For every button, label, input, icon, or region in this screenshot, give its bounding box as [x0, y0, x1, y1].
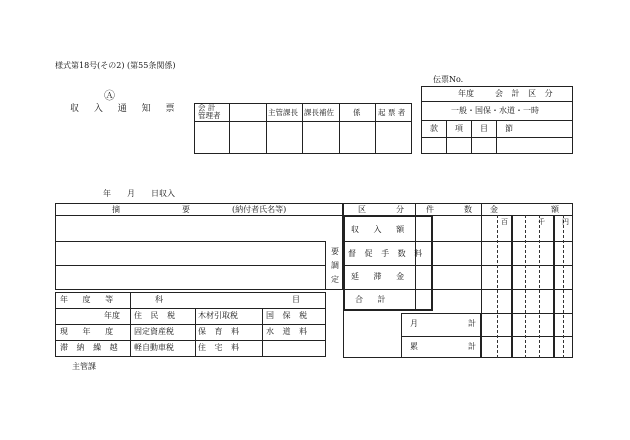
account-kubun-value: 一般・国保・水道・一時: [451, 106, 539, 115]
count-char2: 数: [464, 205, 472, 214]
voucher-no-label: 伝票No.: [433, 75, 464, 84]
tax-row-line: [55, 340, 326, 341]
approval-col-line: [339, 103, 340, 154]
year-label: 年度: [458, 89, 474, 98]
income-amount-label: 収 入 額: [351, 225, 411, 234]
kubun-char2: 分: [396, 205, 404, 214]
approval-col-line: [302, 103, 303, 154]
form-number: 様式第18号(その2) (第55条関係): [55, 61, 176, 70]
tax-nendo: 年度: [104, 311, 120, 320]
cumulative-total-char1: 累: [410, 342, 418, 351]
summary-table: [55, 203, 343, 290]
tax-item-nhi: 国 保 税: [266, 311, 311, 320]
approval-col-line: [375, 103, 376, 154]
summary-char1: 摘: [112, 205, 120, 214]
account-col-line: [471, 120, 472, 154]
youchou-2: 調: [331, 261, 339, 270]
tax-row-line: [55, 308, 326, 309]
approval-col-line: [266, 103, 267, 154]
month-total-char1: 月: [410, 319, 418, 328]
setsu-label: 節: [505, 124, 513, 133]
tax-arrears: 滞 納 繰 越: [60, 343, 121, 352]
youchou-1: 要: [331, 247, 339, 256]
digit-divider: [539, 215, 540, 358]
date-month: 月: [127, 189, 135, 198]
account-divider: [421, 120, 573, 121]
chief-label: 主管課長: [268, 108, 298, 117]
chief-section-label: 主管課: [72, 362, 96, 371]
tax-item-housing: 住 宅 料: [198, 343, 243, 352]
summary-row-line: [55, 265, 325, 266]
clerk-label: 係: [353, 108, 361, 117]
tax-item-resident: 住 民 税: [134, 311, 179, 320]
date-year: 年: [103, 189, 111, 198]
tax-row-line: [55, 324, 326, 325]
tax-col-line: [130, 292, 131, 357]
tax-item-timber: 木材引取税: [198, 311, 238, 320]
kou-label: 項: [455, 124, 463, 133]
tax-col-line: [262, 308, 263, 357]
account-divider: [421, 101, 573, 102]
date-day-income: 日収入: [151, 189, 175, 198]
summary-char2: 要: [182, 205, 190, 214]
accountant-label: 会 計 管理者: [198, 103, 221, 120]
tax-col-line: [195, 308, 196, 357]
kubun-char1: 区: [358, 205, 366, 214]
circle-a-mark: Ⓐ: [104, 89, 115, 102]
digit-divider: [525, 215, 526, 358]
digit-divider: [497, 215, 498, 358]
reminder-fee-label: 督 促 手 数 料: [348, 249, 426, 258]
account-col-line: [496, 120, 497, 154]
summary-youchou-line: [325, 241, 326, 290]
kan-label: 款: [430, 124, 438, 133]
amount-col-line: [481, 203, 482, 358]
summary-row-line: [55, 241, 325, 242]
summary-header-line: [55, 215, 343, 216]
digit-thousand: 千: [538, 218, 545, 226]
moku-label: 目: [480, 124, 488, 133]
count-char1: 件: [426, 205, 434, 214]
approval-col-line: [229, 103, 230, 154]
tax-item-property: 固定資産税: [134, 327, 174, 336]
account-col-line: [446, 120, 447, 154]
total-label: 合 計: [355, 295, 392, 304]
drafter-label: 起 票 者: [378, 108, 406, 117]
tax-subject-char2: 目: [292, 295, 300, 304]
amount-char1: 金: [490, 205, 498, 214]
tax-current-year: 現 年 度: [60, 327, 120, 336]
form-title: 収 入 通 知 票: [70, 104, 181, 114]
tax-item-lightcar: 軽自動車税: [134, 343, 174, 352]
approval-divider: [194, 121, 412, 122]
digit-hundred: 百: [501, 218, 508, 226]
payer-label: (納付者氏名等): [232, 205, 287, 214]
tax-item-childcare: 保 育 料: [198, 327, 243, 336]
account-divider: [421, 137, 573, 138]
tax-subject-char1: 科: [155, 295, 163, 304]
youchou-3: 定: [331, 275, 339, 284]
account-kubun-label: 会 計 区 分: [495, 89, 556, 98]
digit-divider-yen: [553, 215, 555, 358]
digit-yen: 円: [562, 218, 569, 226]
tax-item-water: 水 道 料: [266, 327, 311, 336]
tax-year-header: 年 度 等: [60, 295, 120, 304]
month-total-char2: 計: [468, 319, 476, 328]
amount-char2: 額: [551, 205, 559, 214]
delinquency-label: 延 滞 金: [351, 272, 411, 281]
digit-divider: [563, 215, 564, 358]
cumulative-total-char2: 計: [468, 342, 476, 351]
digit-divider-thousand: [511, 215, 513, 358]
assistant-label: 課長補佐: [304, 108, 334, 117]
